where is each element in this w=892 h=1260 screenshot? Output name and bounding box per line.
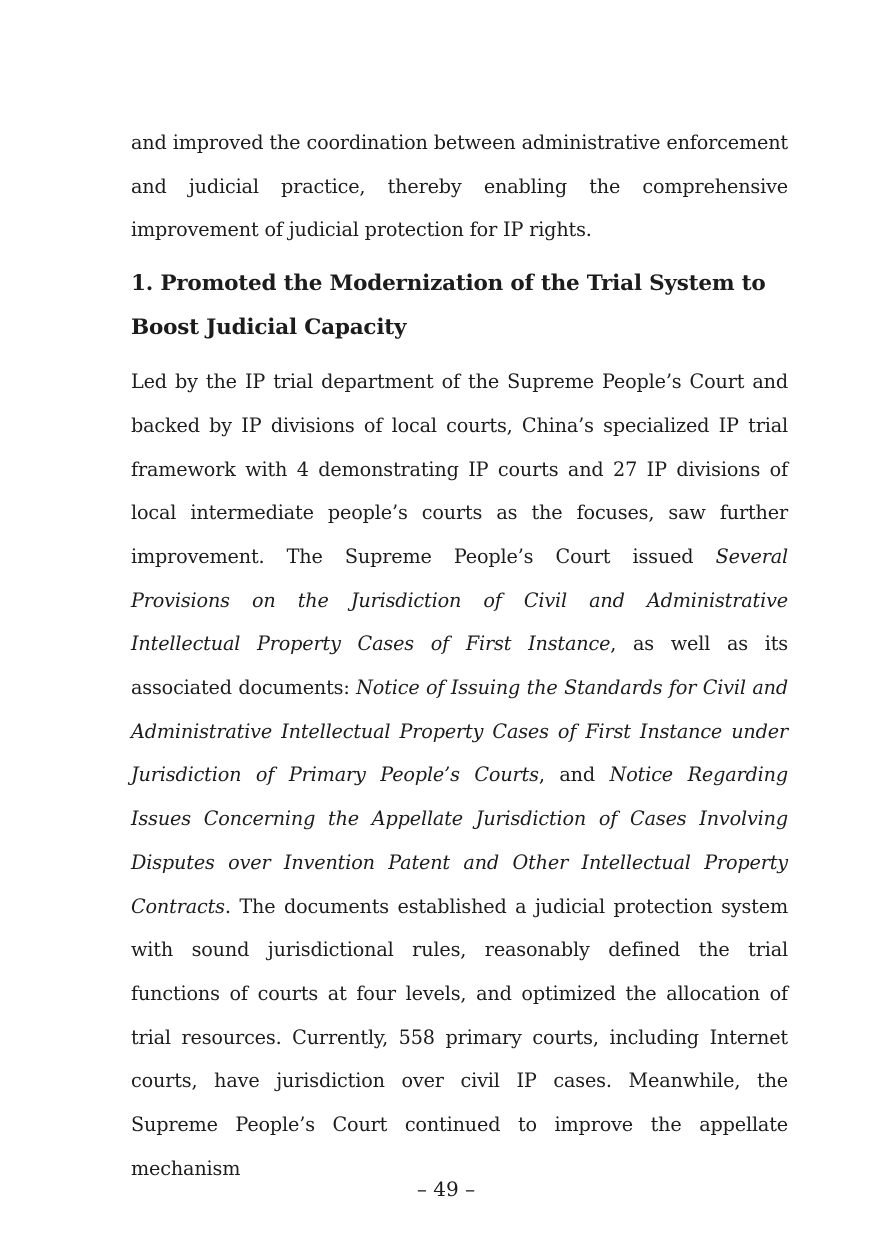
intro-paragraph: and improved the coordination between administrative enforcement and judicial practice, thereby enabling the comprehensive improvement of judicial protection for IP rights. bbox=[131, 131, 788, 242]
document-title-standards-notice: Notice of Issuing the Standards for Civil and Administrative Intellectual Property Cases of First Instance under Jurisdiction of Primary People’s Courts bbox=[131, 676, 788, 787]
document-title-provisions: Several Provisions on the Jurisdiction of Civil and Administrative Intellectual Property Cases of First Instance bbox=[131, 544, 788, 656]
body-text-part-3: , and bbox=[538, 763, 610, 787]
document-page bbox=[131, 121, 788, 1190]
body-text-part-4: . The documents established a judicial protection system with sound jurisdictional rules, reasonably defined the trial functions of courts at four levels, and optimized the allocation of trial resources. Currently, 558 primary courts, including Internet courts, have jurisdiction over civil IP cases. Meanwhile, the Supreme People’s Court continued to improve the appellate mechanism bbox=[131, 894, 788, 1180]
body-text-part-2: , as well as its associated documents: bbox=[131, 632, 788, 700]
body-text-part-1: Led by the IP trial department of the Supreme People’s Court and backed by IP divisions of local courts, China’s specialized IP trial framework with 4 demonstrating IP courts and 27 IP divisions of local intermediate people’s courts as the focuses, saw further improvement. The Supreme People’s Court issued bbox=[131, 370, 788, 568]
section-heading: 1. Promoted the Modernization of the Trial System to Boost Judicial Capacity bbox=[131, 271, 766, 341]
body-paragraph bbox=[131, 360, 788, 1190]
document-title-appellate-notice: Notice Regarding Issues Concerning the Appellate Jurisdiction of Cases Involving Disputes over Invention Patent and Other Intellectual Property Contracts bbox=[131, 763, 789, 918]
page-number: – 49 – bbox=[416, 1177, 476, 1201]
